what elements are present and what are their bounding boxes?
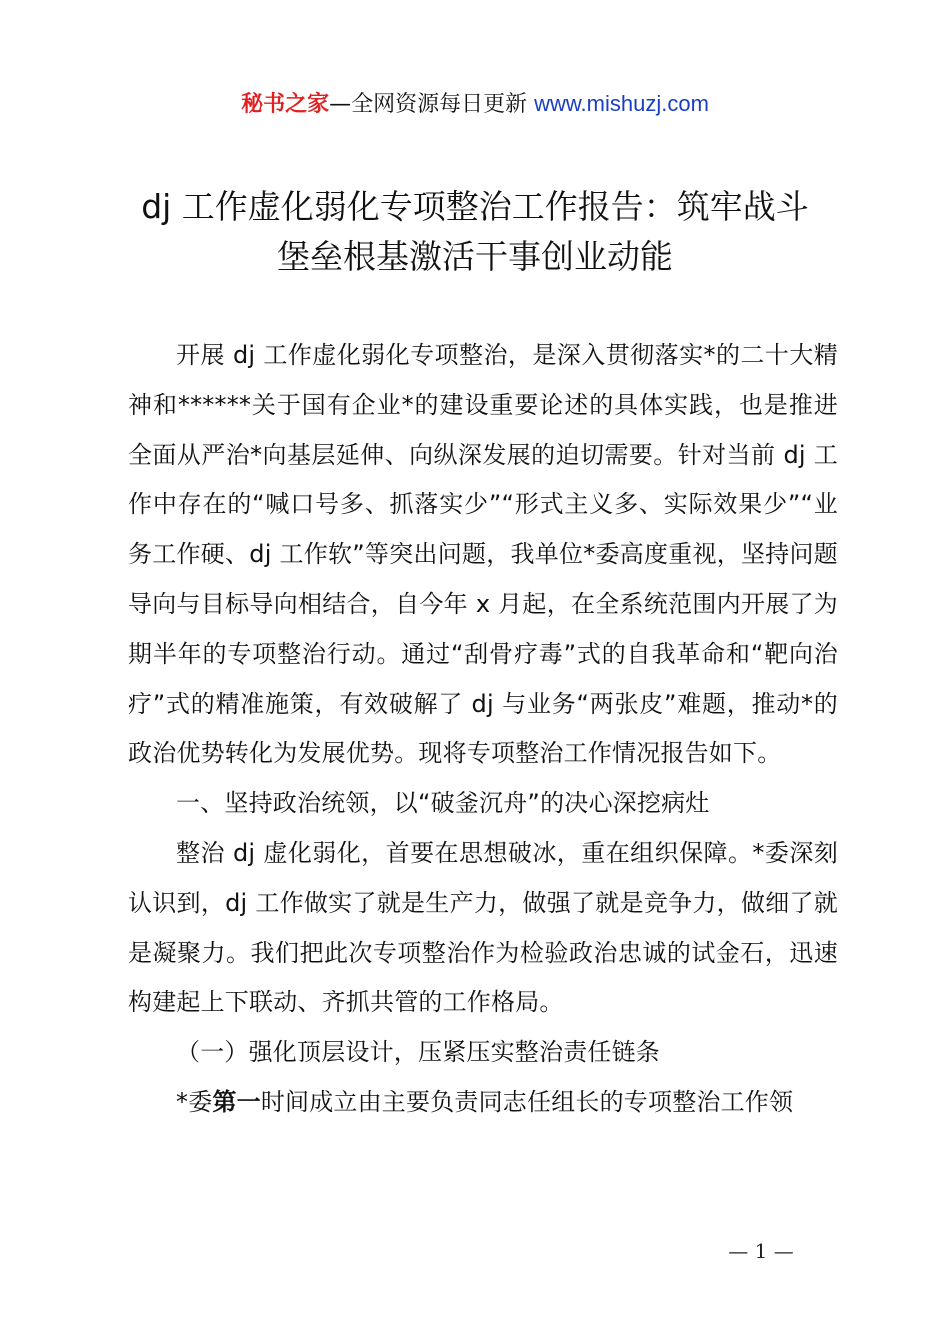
header-brand: 秘书之家 <box>241 92 330 117</box>
header-site-link[interactable]: www.mishuzj.com <box>534 91 709 116</box>
header-slogan: —全网资源每日更新 <box>329 92 535 117</box>
page-header <box>0 88 950 121</box>
paragraph-text-post: 时间成立由主要负责同志任组长的专项整治工作领 <box>260 1087 794 1116</box>
document-title <box>100 182 850 282</box>
page-number: — 1 — <box>728 1239 794 1263</box>
section-heading-1: 一、坚持政治统领，以“破釜沉舟”的决心深挖病灶 <box>176 789 710 818</box>
paragraph-text-bold: 第一 <box>212 1087 261 1116</box>
subsection-heading-1: （一）强化顶层设计，压紧压实整治责任链条 <box>176 1038 660 1067</box>
paragraph-section-1: 整治 dj 虚化弱化，首要在思想破冰，重在组织保障。*委深刻认识到，dj 工作做实了就是生产力，做强了就是竞争力，做细了就是凝聚力。我们把此次专项整治作为检验政治忠诚的试金石，迅速构建起上下联动、齐抓共管的工作格局。 <box>128 838 838 1017</box>
document-body <box>128 331 838 1128</box>
paragraph-text-pre: *委 <box>176 1087 213 1116</box>
paragraph-subsection-1 <box>128 1078 838 1128</box>
title-line-1: dj 工作虚化弱化专项整治工作报告：筑牢战斗 <box>141 187 809 226</box>
paragraph-intro: 开展 dj 工作虚化弱化专项整治，是深入贯彻落实*的二十大精神和******关于国有企业*的建设重要论述的具体实践，也是推进全面从严治*向基层延伸、向纵深发展的迫切需要。针对当前 dj 工作中存在的“喊口号多、抓落实少”“形式主义多、实际效果少”“业务工作硬、dj 工作软”等突出问题，我单位*委高度重视，坚持问题导向与目标导向相结合，自今年 x 月起，在全系统范围内开展了为期半年的专项整治行动。通过“刮骨疗毒”式的自我革命和“靶向治疗”式的精准施策，有效破解了 dj 与业务“两张皮”难题，推动*的政治优势转化为发展优势。现将专项整治工作情况报告如下。 <box>128 341 838 768</box>
title-line-2: 堡垒根基激活干事创业动能 <box>277 237 673 276</box>
